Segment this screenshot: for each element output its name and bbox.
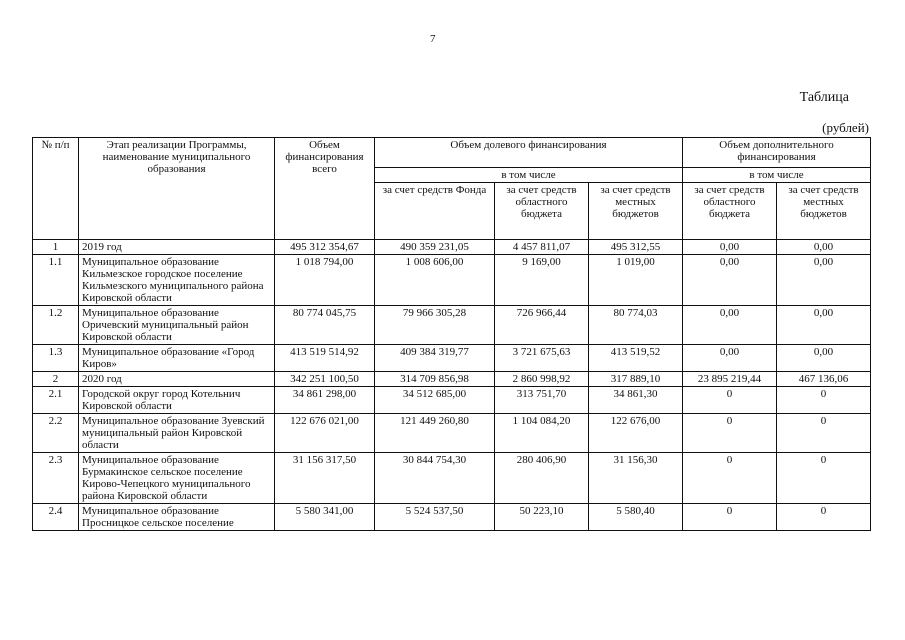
table-row	[33, 372, 871, 387]
row-name: Муниципальное образование Зуевский муниципальный район Кировской области	[79, 414, 275, 453]
row-add-local: 0,00	[777, 240, 871, 255]
header-add-regional: за счет средств областного бюджета	[683, 183, 777, 240]
table-row	[33, 453, 871, 504]
row-add-local: 0,00	[777, 345, 871, 372]
row-fund: 409 384 319,77	[375, 345, 495, 372]
row-fund: 79 966 305,28	[375, 306, 495, 345]
table-row	[33, 345, 871, 372]
row-number: 1	[33, 240, 79, 255]
row-fund: 34 512 685,00	[375, 387, 495, 414]
row-regional: 280 406,90	[495, 453, 589, 504]
row-regional: 3 721 675,63	[495, 345, 589, 372]
row-fund: 490 359 231,05	[375, 240, 495, 255]
row-add-local: 0	[777, 414, 871, 453]
row-total: 34 861 298,00	[275, 387, 375, 414]
header-add-local: за счет средств местных бюджетов	[777, 183, 871, 240]
row-name: 2020 год	[79, 372, 275, 387]
row-local: 80 774,03	[589, 306, 683, 345]
table-row	[33, 387, 871, 414]
row-local: 122 676,00	[589, 414, 683, 453]
row-number: 2.2	[33, 414, 79, 453]
row-fund: 30 844 754,30	[375, 453, 495, 504]
row-add-regional: 0	[683, 414, 777, 453]
table-row	[33, 240, 871, 255]
row-add-local: 0	[777, 387, 871, 414]
row-regional: 50 223,10	[495, 504, 589, 531]
header-total: Объем финансирования всего	[275, 138, 375, 240]
row-add-local: 0	[777, 504, 871, 531]
row-number: 2.4	[33, 504, 79, 531]
table-caption: Таблица	[799, 90, 849, 105]
header-regional: за счет средств областного бюджета	[495, 183, 589, 240]
row-name: 2019 год	[79, 240, 275, 255]
row-name: Муниципальное образование Кильмезское городское поселение Кильмезского муниципального района Кировской области	[79, 255, 275, 306]
header-shared: Объем долевого финансирования	[375, 138, 683, 168]
row-total: 413 519 514,92	[275, 345, 375, 372]
row-add-regional: 0	[683, 387, 777, 414]
row-regional: 4 457 811,07	[495, 240, 589, 255]
row-local: 413 519,52	[589, 345, 683, 372]
row-number: 2.3	[33, 453, 79, 504]
row-regional: 9 169,00	[495, 255, 589, 306]
header-local: за счет средств местных бюджетов	[589, 183, 683, 240]
row-name: Муниципальное образование «Город Киров»	[79, 345, 275, 372]
row-number: 2	[33, 372, 79, 387]
table-body	[33, 240, 871, 531]
row-total: 1 018 794,00	[275, 255, 375, 306]
row-name: Муниципальное образование Просницкое сельское поселение	[79, 504, 275, 531]
header-stage: Этап реализации Программы, наименование муниципального образования	[79, 138, 275, 240]
row-local: 5 580,40	[589, 504, 683, 531]
table-row	[33, 255, 871, 306]
header-fund: за счет средств Фонда	[375, 183, 495, 240]
header-including-additional: в том числе	[683, 168, 871, 183]
row-regional: 726 966,44	[495, 306, 589, 345]
row-add-local: 0	[777, 453, 871, 504]
row-local: 495 312,55	[589, 240, 683, 255]
row-add-regional: 23 895 219,44	[683, 372, 777, 387]
row-local: 31 156,30	[589, 453, 683, 504]
row-regional: 2 860 998,92	[495, 372, 589, 387]
units-label: (рублей)	[822, 120, 869, 135]
row-add-regional: 0	[683, 453, 777, 504]
row-regional: 313 751,70	[495, 387, 589, 414]
financing-table	[32, 137, 871, 531]
row-local: 317 889,10	[589, 372, 683, 387]
row-fund: 5 524 537,50	[375, 504, 495, 531]
row-number: 2.1	[33, 387, 79, 414]
row-name: Муниципальное образование Бурмакинское сельское поселение Кирово-Чепецкого муниципального района Кировской области	[79, 453, 275, 504]
row-add-local: 0,00	[777, 255, 871, 306]
row-regional: 1 104 084,20	[495, 414, 589, 453]
table-row	[33, 306, 871, 345]
row-add-regional: 0,00	[683, 306, 777, 345]
header-num: № п/п	[33, 138, 79, 240]
row-total: 5 580 341,00	[275, 504, 375, 531]
row-fund: 1 008 606,00	[375, 255, 495, 306]
table-row	[33, 504, 871, 531]
row-fund: 121 449 260,80	[375, 414, 495, 453]
row-add-local: 467 136,06	[777, 372, 871, 387]
row-local: 34 861,30	[589, 387, 683, 414]
page-number: 7	[430, 33, 436, 45]
row-add-local: 0,00	[777, 306, 871, 345]
row-number: 1.1	[33, 255, 79, 306]
row-total: 31 156 317,50	[275, 453, 375, 504]
row-total: 342 251 100,50	[275, 372, 375, 387]
header-including: в том числе	[375, 168, 683, 183]
row-total: 122 676 021,00	[275, 414, 375, 453]
row-number: 1.2	[33, 306, 79, 345]
row-fund: 314 709 856,98	[375, 372, 495, 387]
header-additional: Объем дополнительного финансирования	[683, 138, 871, 168]
row-add-regional: 0	[683, 504, 777, 531]
row-name: Муниципальное образование Оричевский муниципальный район Кировской области	[79, 306, 275, 345]
row-add-regional: 0,00	[683, 240, 777, 255]
row-add-regional: 0,00	[683, 255, 777, 306]
table-row	[33, 414, 871, 453]
row-local: 1 019,00	[589, 255, 683, 306]
row-name: Городской округ город Котельнич Кировской области	[79, 387, 275, 414]
row-add-regional: 0,00	[683, 345, 777, 372]
row-number: 1.3	[33, 345, 79, 372]
row-total: 80 774 045,75	[275, 306, 375, 345]
row-total: 495 312 354,67	[275, 240, 375, 255]
